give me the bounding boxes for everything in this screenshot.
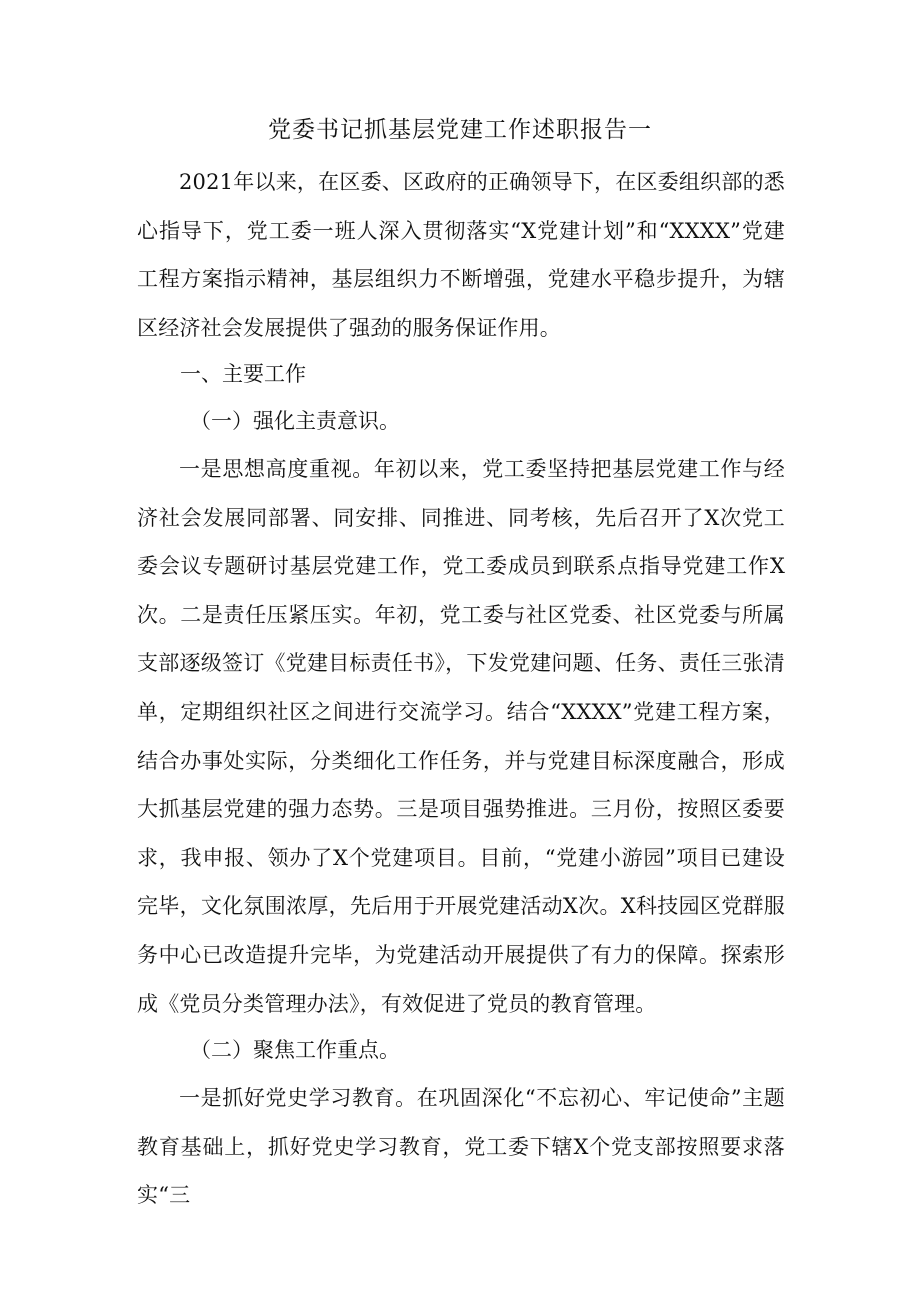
section-heading-main-work: 一、主要工作 <box>180 362 306 386</box>
subsection-heading-1: （一）强化主责意识。 <box>190 409 400 433</box>
intro-paragraph: 2021年以来，在区委、区政府的正确领导下，在区委组织部的悉心指导下，党工委一班人深入贯彻落实“X党建计划”和“XXXX”党建工程方案指示精神，基层组织力不断增强，党建水平稳步提升，为辖区经济社会发展提供了强劲的服务保证作用。 <box>137 170 785 340</box>
subsection-2-body: 一是抓好党史学习教育。在巩固深化“不忘初心、牢记使命”主题教育基础上，抓好党史学习教育，党工委下辖X个党支部按照要求落实“三 <box>137 1086 785 1208</box>
document-title: 党委书记抓基层党建工作述职报告一 <box>268 117 652 143</box>
subsection-1-body: 一是思想高度重视。年初以来，党工委坚持把基层党建工作与经济社会发展同部署、同安排、同推进、同考核，先后召开了X次党工委会议专题研讨基层党建工作，党工委成员到联系点指导党建工作X次。二是责任压紧压实。年初，党工委与社区党委、社区党委与所属支部逐级签订《党建目标责任书》，下发党建问题、任务、责任三张清单，定期组织社区之间进行交流学习。结合“XXXX”党建工程方案，结合办事处实际，分类细化工作任务，并与党建目标深度融合，形成大抓基层党建的强力态势。三是项目强势推进。三月份，按照区委要求，我申报、领办了X个党建项目。目前，“党建小游园”项目已建设完毕，文化氛围浓厚，先后用于开展党建活动X次。X科技园区党群服务中心已改造提升完毕，为党建活动开展提供了有力的保障。探索形成《党员分类管理办法》，有效促进了党员的教育管理。 <box>137 457 785 1016</box>
subsection-heading-2: （二）聚焦工作重点。 <box>190 1038 400 1062</box>
